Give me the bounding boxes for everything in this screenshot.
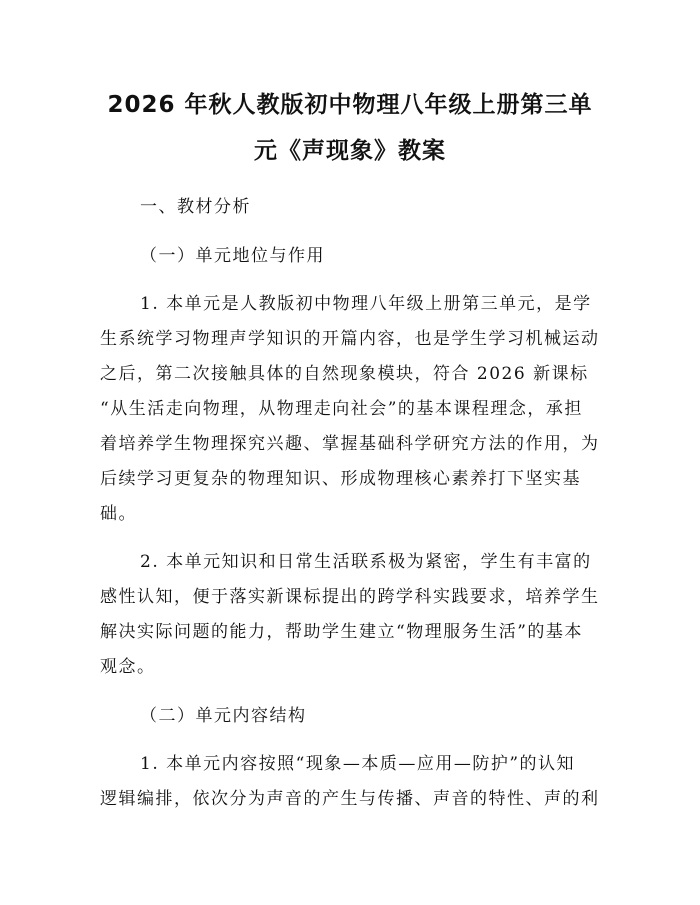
paragraph-1-line-4: “从生活走向物理，从物理走向社会”的基本课程理念，承担: [100, 399, 583, 419]
section-heading-textbook-analysis: 一、教材分析: [140, 197, 251, 217]
paragraph-1-line-7: 础。: [100, 504, 137, 524]
paragraph-1-line-2: 生系统学习物理声学知识的开篇内容，也是学生学习机械运动: [100, 329, 600, 349]
document-title-line-1: 2026 年秋人教版初中物理八年级上册第三单: [107, 92, 593, 118]
paragraph-1-line-1: 1. 本单元是人教版初中物理八年级上册第三单元，是学: [140, 294, 592, 314]
subsection-heading-unit-structure: （二）单元内容结构: [140, 706, 307, 726]
paragraph-2-line-2: 感性认知，便于落实新课标提出的跨学科实践要求，培养学生: [100, 587, 600, 607]
paragraph-1-line-5: 着培养学生物理探究兴趣、掌握基础科学研究方法的作用，为: [100, 434, 600, 454]
paragraph-2-line-1: 2. 本单元知识和日常生活联系极为紧密，学生有丰富的: [140, 552, 592, 572]
subsection-heading-unit-role: （一）单元地位与作用: [140, 246, 325, 266]
paragraph-1-line-3: 之后，第二次接触具体的自然现象模块，符合 2026 新课标: [100, 364, 589, 384]
paragraph-2-line-3: 解决实际问题的能力，帮助学生建立“物理服务生活”的基本: [100, 622, 583, 642]
paragraph-1-line-6: 后续学习更复杂的物理知识、形成物理核心素养打下坚实基: [100, 469, 581, 489]
document-title-line-2: 元《声现象》教案: [254, 138, 446, 164]
paragraph-2-line-4: 观念。: [100, 657, 156, 677]
paragraph-3-line-1: 1. 本单元内容按照“现象—本质—应用—防护”的认知: [140, 754, 576, 774]
paragraph-3-line-2: 逻辑编排，依次分为声音的产生与传播、声音的特性、声的利: [100, 789, 600, 809]
